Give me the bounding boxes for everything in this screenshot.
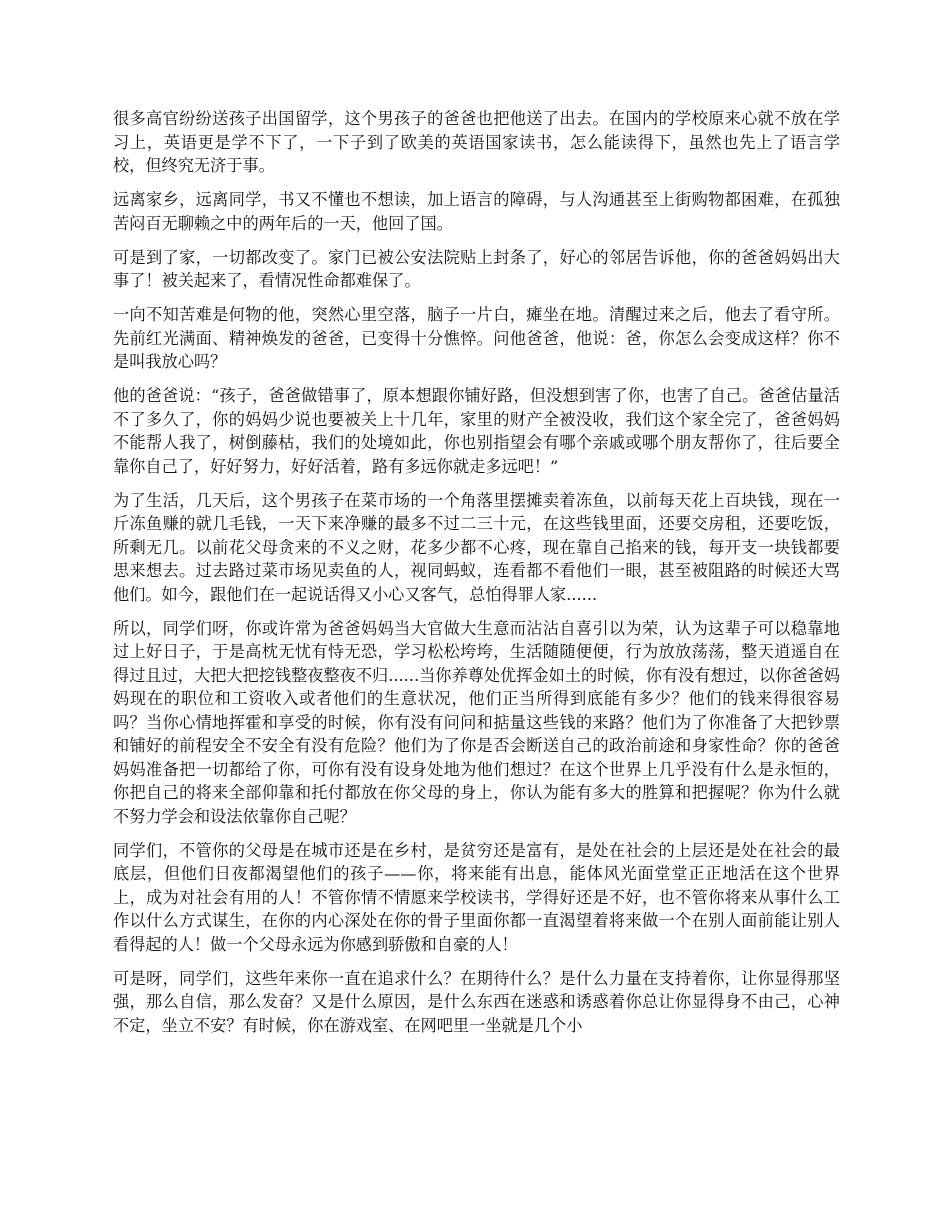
- paragraph-7: 所以，同学们呀，你或许常为爸爸妈妈当大官做大生意而沾沾自喜引以为荣，认为这辈子可以稳靠地过上好日子，于是高枕无忧有恃无恐，学习松松垮垮，生活随随便便，行为放放荡荡，整天逍遥自在得过且过，大把大把挖钱整夜整夜不归......当你养尊处优挥金如土的时候，你有没有想过，以你爸爸妈妈现在的职位和工资收入或者他们的生意状况，他们正当所得到底能有多少？他们的钱来得很容易吗？当你心情地挥霍和享受的时候，你有没有问问和掂量这些钱的来路？他们为了你准备了大把钞票和铺好的前程安全不安全有没有危险？他们为了你是否会断送自己的政治前途和身家性命？你的爸爸妈妈准备把一切都给了你，可你有没有设身处地为他们想过？在这个世界上几乎没有什么是永恒的，你把自己的将来全部仰靠和托付都放在你父母的身上，你认为能有多大的胜算和把握呢？你为什么就不努力学会和设法依靠你自己呢？: [113, 618, 840, 826]
- paragraph-9: 可是呀，同学们，这些年来你一直在追求什么？在期待什么？是什么力量在支持着你，让你显得那坚强，那么自信，那么发奋？又是什么原因，是什么东西在迷惑和诱惑着你总让你显得身不由己，心神不定，坐立不安？有时候，你在游戏室、在网吧里一坐就是几个小: [113, 968, 840, 1035]
- document-body: [113, 107, 840, 1048]
- paragraph-2: 远离家乡，远离同学，书又不懂也不想读，加上语言的障碍，与人沟通甚至上街购物都困难，在孤独苦闷百无聊赖之中的两年后的一天，他回了国。: [113, 190, 840, 233]
- paragraph-1: 很多高官纷纷送孩子出国留学，这个男孩子的爸爸也把他送了出去。在国内的学校原来心就不放在学习上，英语更是学不下了，一下子到了欧美的英语国家读书，怎么能读得下，虽然也先上了语言学校，但终究无济于事。: [113, 109, 840, 175]
- paragraph-6: 为了生活，几天后，这个男孩子在菜市场的一个角落里摆摊卖着冻鱼，以前每天花上百块钱，现在一斤冻鱼赚的就几毛钱，一天下来净赚的最多不过二三十元，在这些钱里面，还要交房租，还要吃饭，所剩无几。以前花父母贪来的不义之财，花多少都不心疼，现在靠自己掐来的钱，每开支一块钱都要思来想去。过去路过菜市场见卖鱼的人，视同蚂蚁，连看都不看他们一眼，甚至被阻路的时候还大骂他们。如今，跟他们在一起说话得又小心又客气，总怕得罪人家......: [113, 490, 840, 604]
- paragraph-5: 他的爸爸说：“孩子，爸爸做错事了，原本想跟你铺好路，但没想到害了你，也害了自己。爸爸估量活不了多久了，你的妈妈少说也要被关上十几年，家里的财产全被没收，我们这个家全完了，爸爸妈妈不能帮人我了，树倒藤枯，我们的处境如此，你也别指望会有哪个亲戚或哪个朋友帮你了，往后要全靠你自己了，好好努力，好好活着，路有多远你就走多远吧！”: [113, 386, 840, 476]
- paragraph-4: 一向不知苦难是何物的他，突然心里空落，脑子一片白，瘫坐在地。清醒过来之后，他去了看守所。先前红光满面、精神焕发的爸爸，已变得十分憔悴。问他爸爸，他说：爸，你怎么会变成这样？你不是叫我放心吗？: [113, 305, 840, 371]
- paragraph-3: 可是到了家，一切都改变了。家门已被公安法院贴上封条了，好心的邻居告诉他，你的爸爸妈妈出大事了！被关起来了，看情况性命都难保了。: [113, 247, 840, 290]
- paragraph-8: 同学们，不管你的父母是在城市还是在乡村，是贫穷还是富有，是处在社会的上层还是处在社会的最底层，但他们日夜都渴望他们的孩子——你，将来能有出息，能体风光面堂堂正正地活在这个世界上，成为对社会有用的人！不管你情不情愿来学校读书，学得好还是不好，也不管你将来从事什么工作以什么方式谋生，在你的内心深处在你的骨子里面你都一直渴望着将来做一个在别人面前能让别人看得起的人！做一个父母永远为你感到骄傲和自豪的人！: [113, 840, 840, 954]
